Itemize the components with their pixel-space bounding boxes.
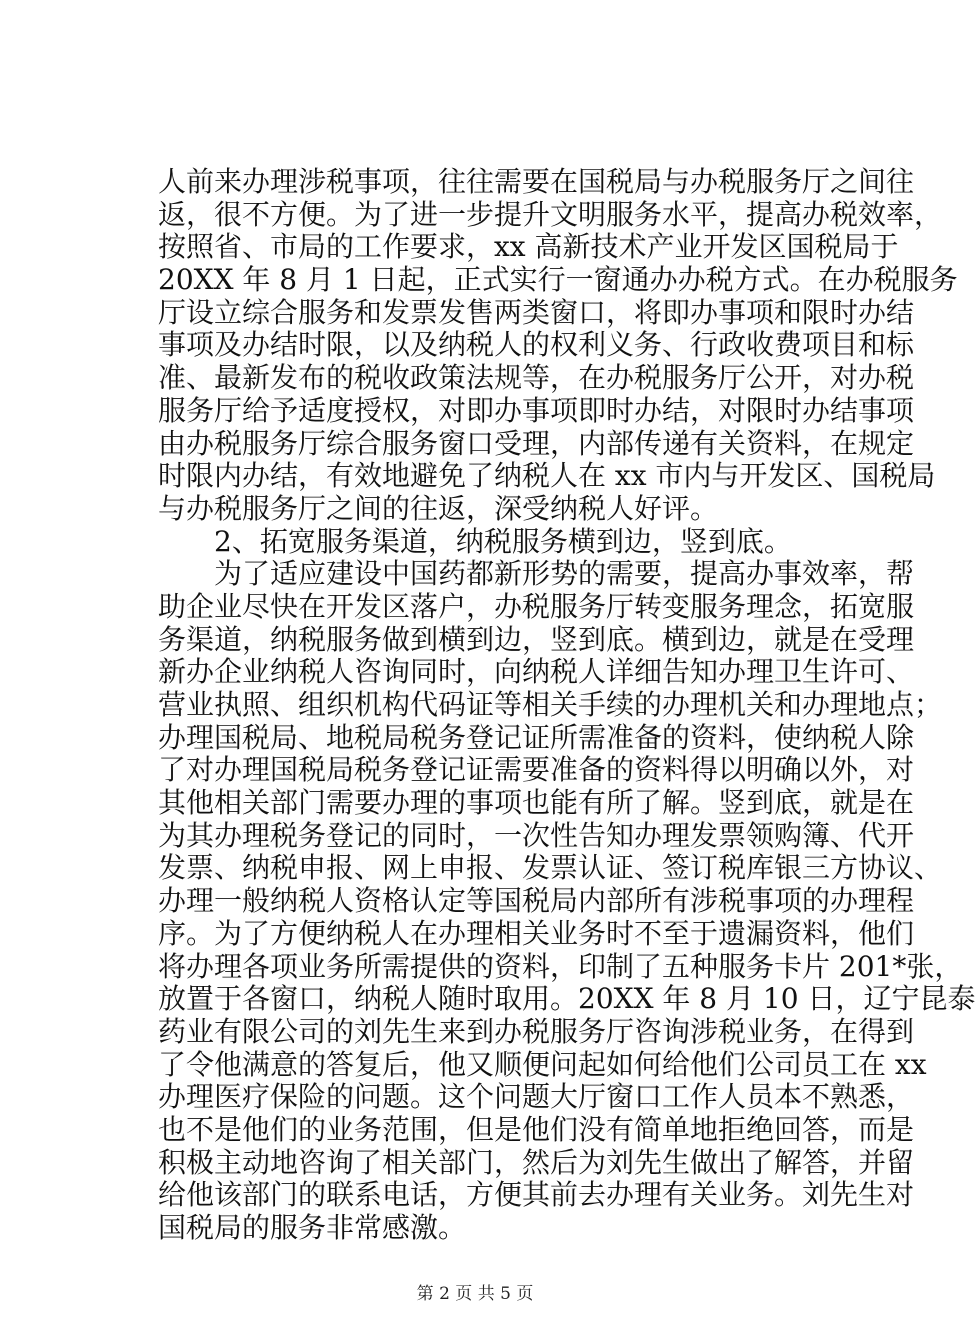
text-line: 时限内办结，有效地避免了纳税人在 xx 市内与开发区、国税局 (158, 459, 936, 493)
text-line: 办理一般纳税人资格认定等国税局内部所有涉税事项的办理程 (158, 884, 915, 918)
text-line: 积极主动地咨询了相关部门，然后为刘先生做出了解答，并留 (158, 1145, 915, 1179)
text-line: 返，很不方便。为了进一步提升文明服务水平，提高办税效率， (158, 197, 943, 231)
text-line: 了令他满意的答复后，他又顺便问起如何给他们公司员工在 xx (158, 1047, 927, 1081)
text-line: 20XX 年 8 月 1 日起，正式实行一窗通办办税方式。在办税服务 (158, 263, 958, 297)
text-line: 与办税服务厅之间的往返，深受纳税人好评。 (158, 491, 719, 525)
text-line: 给他该部门的联系电话，方便其前去办理有关业务。刘先生对 (158, 1178, 915, 1212)
text-line: 事项及办结时限，以及纳税人的权利义务、行政收费项目和标 (158, 328, 915, 362)
page-footer (0, 1283, 950, 1305)
text-line: 助企业尽快在开发区落户，办税服务厅转变服务理念，拓宽服 (158, 589, 915, 623)
text-line: 将办理各项业务所需提供的资料，印制了五种服务卡片 201*张， (158, 949, 963, 983)
text-line: 服务厅给予适度授权，对即办事项即时办结，对限时办结事项 (158, 393, 915, 427)
text-line: 营业执照、组织机构代码证等相关手续的办理机关和办理地点； (158, 688, 943, 721)
text-line: 2、拓宽服务渠道，纳税服务横到边，竖到底。 (158, 524, 792, 558)
text-line: 人前来办理涉税事项，往往需要在国税局与办税服务厅之间往 (158, 165, 915, 198)
text-line: 国税局的服务非常感激。 (158, 1211, 467, 1244)
text-line: 务渠道，纳税服务做到横到边，竖到底。横到边，就是在受理 (158, 622, 915, 656)
text-line: 为了适应建设中国药都新形势的需要，提高办事效率，帮 (158, 557, 915, 591)
text-line: 由办税服务厅综合服务窗口受理，内部传递有关资料，在规定 (158, 426, 915, 460)
text-line: 办理医疗保险的问题。这个问题大厅窗口工作人员本不熟悉， (158, 1080, 915, 1114)
text-line: 放置于各窗口，纳税人随时取用。20XX 年 8 月 10 日，辽宁昆泰 (158, 982, 975, 1016)
text-line: 其他相关部门需要办理的事项也能有所了解。竖到底，就是在 (158, 786, 915, 820)
text-line: 厅设立综合服务和发票发售两类窗口，将即办事项和限时办结 (158, 295, 915, 329)
text-line: 序。为了方便纳税人在办理相关业务时不至于遗漏资料，他们 (158, 916, 915, 950)
text-line: 也不是他们的业务范围，但是他们没有简单地拒绝回答，而是 (158, 1112, 915, 1146)
text-line: 了对办理国税局税务登记证需要准备的资料得以明确以外，对 (158, 753, 915, 787)
text-line: 药业有限公司的刘先生来到办税服务厅咨询涉税业务，在得到 (158, 1014, 915, 1048)
text-line: 按照省、市局的工作要求，xx 高新技术产业开发区国税局于 (158, 230, 899, 264)
text-line: 为其办理税务登记的同时，一次性告知办理发票领购簿、代开 (158, 818, 915, 852)
text-line: 办理国税局、地税局税务登记证所需准备的资料，使纳税人除 (158, 720, 915, 754)
page-number-label: 第 2 页 共 5 页 (416, 1284, 534, 1304)
document-body (158, 165, 975, 1245)
text-line: 准、最新发布的税收政策法规等，在办税服务厅公开，对办税 (158, 361, 915, 395)
text-line: 发票、纳税申报、网上申报、发票认证、签订税库银三方协议、 (158, 851, 943, 885)
text-line: 新办企业纳税人咨询同时，向纳税人详细告知办理卫生许可、 (158, 655, 915, 689)
